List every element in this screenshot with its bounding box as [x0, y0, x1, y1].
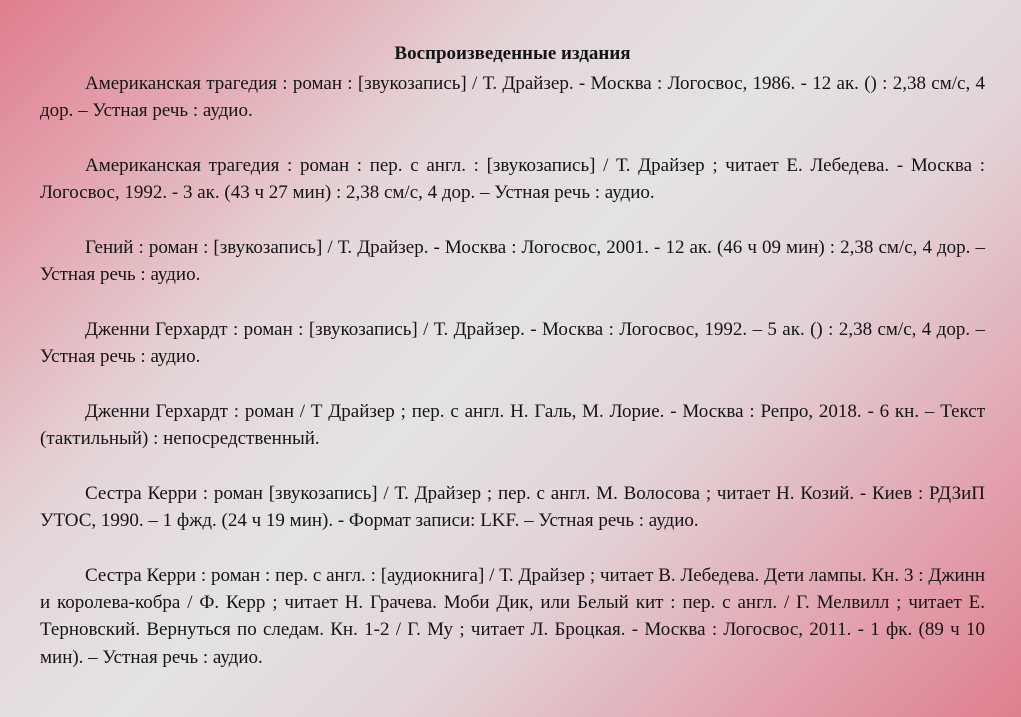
bibliography-entry: Американская трагедия : роман : пер. с англ. : [звукозапись] / Т. Драйзер ; читает Е. Лебедева. - Москва : Логосвос, 1992. - 3 ак. (43 ч 27 мин) : 2,38 см/с, 4 дор. – Устная речь : аудио. [40, 155, 985, 204]
document-page [40, 38, 985, 698]
bibliography-entry: Дженни Герхардт : роман : [звукозапись] / Т. Драйзер. - Москва : Логосвос, 1992. – 5 ак. () : 2,38 см/с, 4 дор. – Устная речь : аудио. [40, 319, 985, 368]
bibliography-entry: Американская трагедия : роман : [звукозапись] / Т. Драйзер. - Москва : Логосвос, 1986. - 12 ак. () : 2,38 см/с, 4 дор. – Устная речь : аудио. [40, 73, 985, 122]
bibliography-entry: Дженни Герхардт : роман / Т Драйзер ; пер. с англ. Н. Галь, М. Лорие. - Москва : Репро, 2018. - 6 кн. – Текст (тактильный) : непосредственный. [40, 401, 985, 450]
bibliography-entry: Сестра Керри : роман [звукозапись] / Т. Драйзер ; пер. с англ. М. Волосова ; читает Н. Козий. - Киев : РДЗиП УТОС, 1990. – 1 фжд. (24 ч 19 мин). - Формат записи: LKF. – Устная речь : аудио. [40, 483, 985, 532]
document-title: Воспроизведенные издания [394, 43, 631, 64]
bibliography-entry: Сестра Керри : роман : пер. с англ. : [аудиокнига] / Т. Драйзер ; читает В. Лебедева. Дети лампы. Кн. 3 : Джинн и королева-кобра / Ф. Керр ; читает Н. Грачева. Моби Дик, или Белый кит : пер. с англ. / Г. Мелвилл ; читает Е. Терновский. Вернуться по следам. Кн. 1-2 / Г. Му ; читает Л. Броцкая. - Москва : Логосвос, 2011. - 1 фк. (89 ч 10 мин). – Устная речь : аудио. [40, 565, 985, 668]
bibliography-entry: Гений : роман : [звукозапись] / Т. Драйзер. - Москва : Логосвос, 2001. - 12 ак. (46 ч 09 мин) : 2,38 см/с, 4 дор. – Устная речь : аудио. [40, 237, 985, 286]
